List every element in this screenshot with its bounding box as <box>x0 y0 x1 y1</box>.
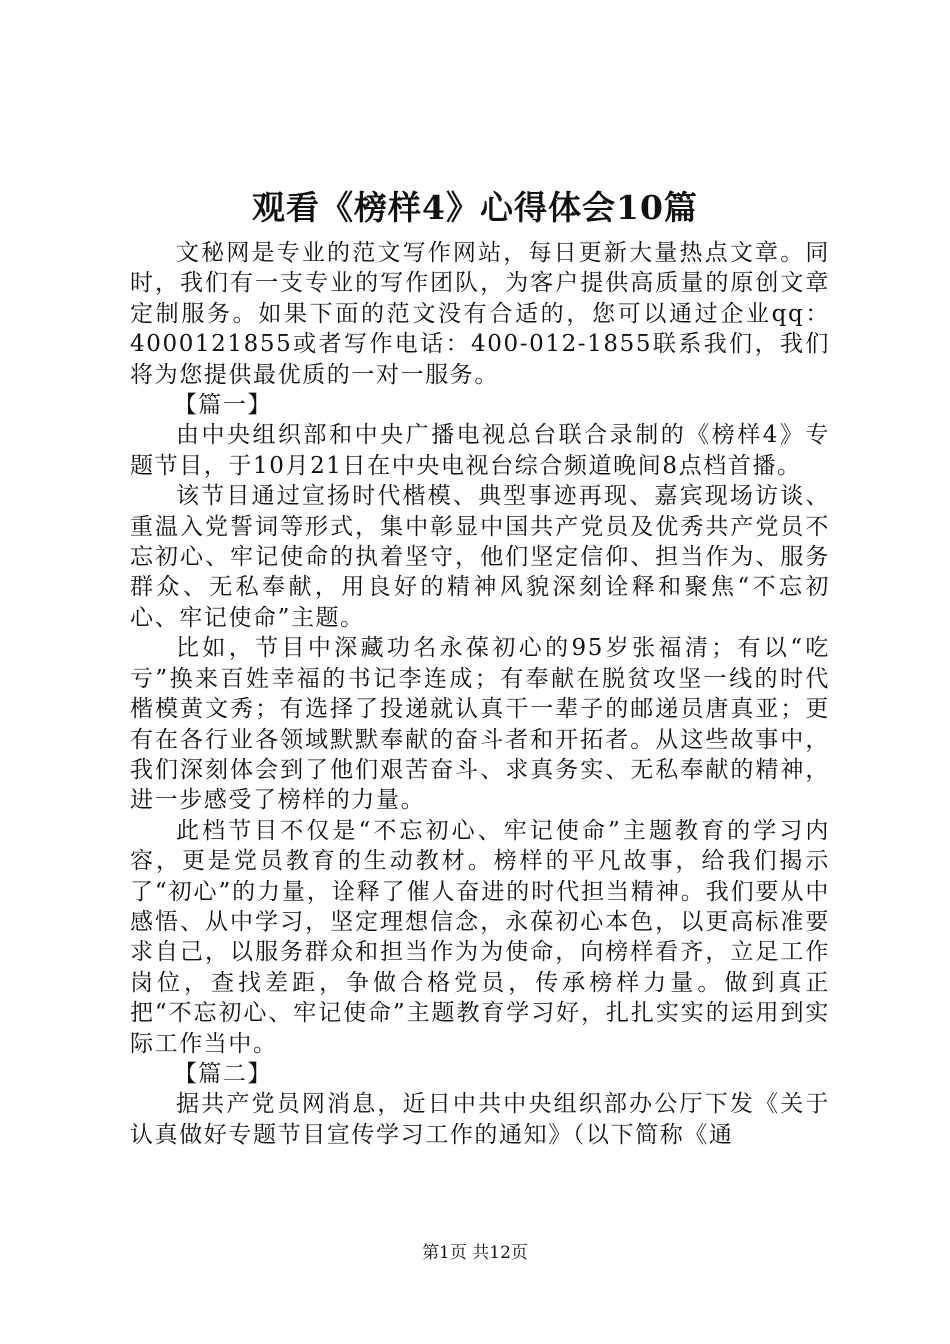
document-body <box>130 238 830 1150</box>
body-paragraph: 此档节目不仅是“不忘初心、牢记使命”主题教育的学习内容，更是党员教育的生动教材。榜样的平凡故事，给我们揭示了“初心”的力量，诠释了催人奋进的时代担当精神。我们要从中感悟、从中学习，坚定理想信念，永葆初心本色，以更高标准要求自己，以服务群众和担当作为为使命，向榜样看齐，立足工作岗位，查找差距，争做合格党员，传承榜样力量。做到真正把“不忘初心、牢记使命”主题教育学习好，扎扎实实的运用到实际工作当中。 <box>130 817 830 1057</box>
page-footer: 第1页 共12页 <box>422 1243 528 1263</box>
document-title: 观看《榜样4》心得体会10篇 <box>252 188 698 227</box>
section-heading-2: 【篇二】 <box>173 1060 273 1087</box>
body-paragraph: 据共产党员网消息，近日中共中央组织部办公厅下发《关于认真做好专题节目宣传学习工作的通知》（以下简称《通 <box>130 1091 830 1148</box>
body-paragraph: 由中央组织部和中央广播电视总台联合录制的《榜样4》专题节目，于10月21日在中央电视台综合频道晚间8点档首播。 <box>130 422 830 479</box>
body-paragraph: 该节目通过宣扬时代楷模、典型事迹再现、嘉宾现场访谈、重温入党誓词等形式，集中彰显中国共产党员及优秀共产党员不忘初心、牢记使命的执着坚守，他们坚定信仰、担当作为、服务群众、无私奉献，用良好的精神风貌深刻诠释和聚焦“不忘初心、牢记使命”主题。 <box>130 483 830 631</box>
body-paragraph: 比如，节目中深藏功名永葆初心的95岁张福清；有以“吃亏”换来百姓幸福的书记李连成；有奉献在脱贫攻坚一线的时代楷模黄文秀；有选择了投递就认真干一辈子的邮递员唐真亚；更有在各行业各领域默默奉献的奋斗者和开拓者。从这些故事中，我们深刻体会到了他们艰苦奋斗、求真务实、无私奉献的精神，进一步感受了榜样的力量。 <box>130 635 830 814</box>
intro-paragraph: 文秘网是专业的范文写作网站，每日更新大量热点文章。同时，我们有一支专业的写作团队，为客户提供高质量的原创文章定制服务。如果下面的范文没有合适的，您可以通过企业qq：4000121855或者写作电话：400-012-1855联系我们，我们将为您提供最优质的一对一服务。 <box>130 240 830 388</box>
section-heading-1: 【篇一】 <box>173 392 273 419</box>
